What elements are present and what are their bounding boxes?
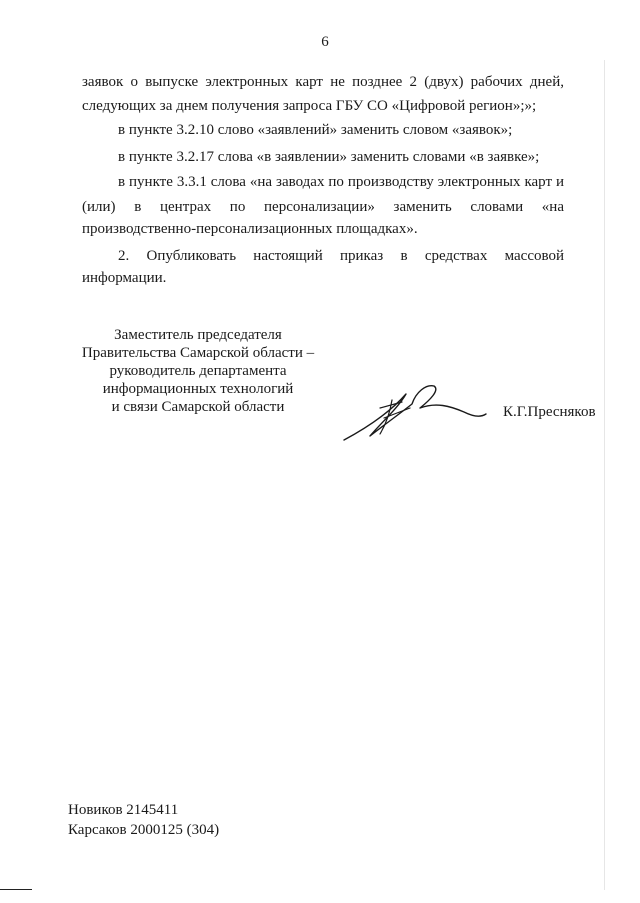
handwritten-signature: [340, 378, 490, 448]
executor-line-1: Новиков 2145411: [68, 802, 179, 818]
signer-title-line-5: и связи Самарской области: [111, 399, 285, 415]
signer-title-line-3: руководитель департамента: [109, 363, 287, 379]
page-number: 6: [321, 34, 329, 50]
body-line-5: в пункте 3.3.1 слова «на заводах по производству электронных карт и: [118, 174, 564, 190]
body-line-4: в пункте 3.2.17 слова «в заявлении» заменить словами «в заявке»;: [118, 149, 540, 165]
executor-line-2: Карсаков 2000125 (304): [68, 822, 220, 838]
margin-mark: [0, 889, 32, 890]
body-line-8: 2. Опубликовать настоящий приказ в средствах массовой: [118, 248, 564, 264]
signer-name: К.Г.Пресняков: [503, 404, 596, 420]
body-line-7: производственно-персонализационных площадках».: [82, 221, 418, 237]
signer-title: [78, 326, 318, 416]
body-line-9: информации.: [82, 270, 167, 286]
signer-title-line-2: Правительства Самарской области –: [81, 345, 315, 361]
body-line-3: в пункте 3.2.10 слово «заявлений» заменить словом «заявок»;: [118, 122, 513, 138]
executors-block: [68, 800, 219, 840]
scan-edge-line: [604, 60, 605, 890]
signer-title-line-4: информационных технологий: [102, 381, 294, 397]
body-line-6: (или) в центрах по персонализации» заменить словами «на: [82, 199, 564, 215]
body-line-2: следующих за днем получения запроса ГБУ СО «Цифровой регион»;»;: [82, 98, 537, 114]
body-line-1: заявок о выпуске электронных карт не позднее 2 (двух) рабочих дней,: [82, 74, 564, 90]
signer-title-line-1: Заместитель председателя: [114, 327, 282, 343]
